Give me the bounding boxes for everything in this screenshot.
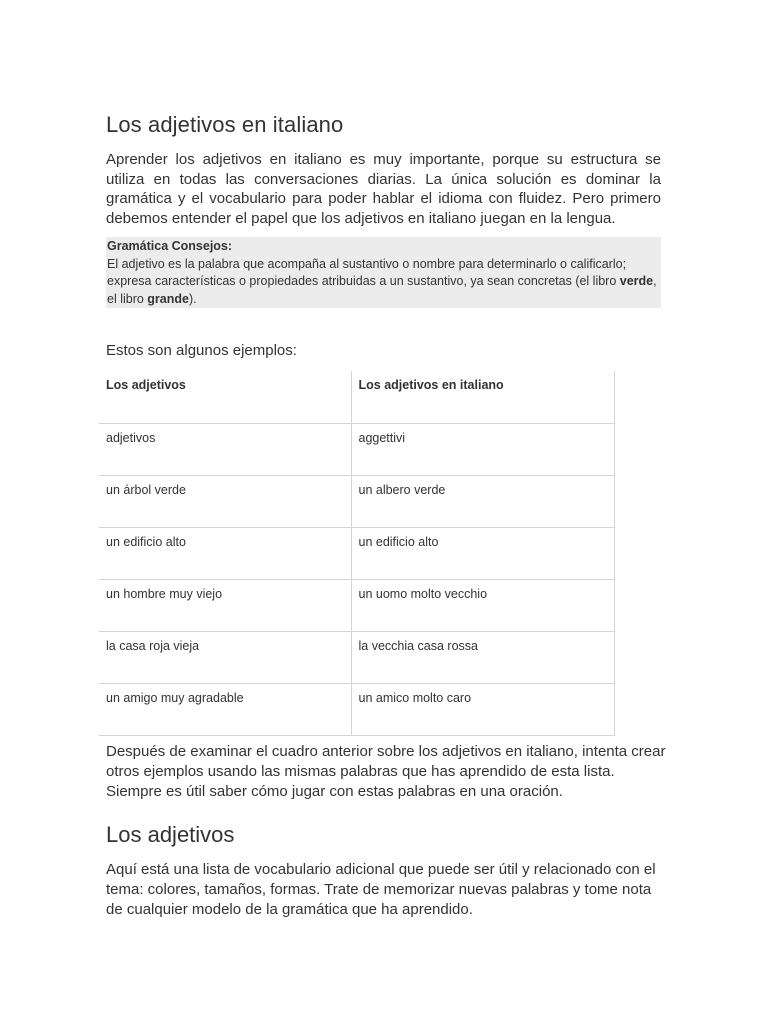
table-cell: un amigo muy agradable <box>99 683 351 735</box>
intro-paragraph: Aprender los adjetivos en italiano es muy importante, porque su estructura se utiliza en todas las conversaciones diarias. La única solución es dominar la gramática y el vocabulario para poder hablar el idioma con fluidez. Pero primero debemos entender el papel que los adjetivos en italiano juegan en la lengua. <box>106 151 661 227</box>
section-heading: Los adjetivos <box>106 822 235 847</box>
table-cell: un amico molto caro <box>351 683 614 735</box>
page-title: Los adjetivos en italiano <box>106 112 344 137</box>
examples-label: Estos son algunos ejemplos: <box>106 342 297 359</box>
table-row <box>99 475 614 527</box>
table-row <box>99 527 614 579</box>
table-cell: un árbol verde <box>99 475 351 527</box>
table-header: Los adjetivos <box>99 371 351 423</box>
table-row <box>99 423 614 475</box>
table-cell: adjetivos <box>99 423 351 475</box>
grammar-tip-text <box>107 257 657 306</box>
table-cell: un edificio alto <box>351 527 614 579</box>
table-cell: un edificio alto <box>99 527 351 579</box>
closing-paragraph: Aquí está una lista de vocabulario adicional que puede ser útil y relacionado con el tema: colores, tamaños, formas. Trate de memorizar nuevas palabras y tome nota de cualquier modelo de la gramática que ha aprendido. <box>106 861 656 918</box>
after-table-paragraph: Después de examinar el cuadro anterior sobre los adjetivos en italiano, intenta crear otros ejemplos usando las mismas palabras que has aprendido de esta lista. Siempre es útil saber cómo jugar con estas palabras en una oración. <box>106 743 666 800</box>
vocabulary-table <box>99 371 615 736</box>
table-row <box>99 631 614 683</box>
grammar-tip-box <box>106 237 661 308</box>
table-cell: la casa roja vieja <box>99 631 351 683</box>
table-row <box>99 683 614 735</box>
table-cell: aggettivi <box>351 423 614 475</box>
grammar-tip-title: Gramática Consejos: <box>107 239 233 253</box>
grammar-tip-text-part: El adjetivo es la palabra que acompaña al sustantivo o nombre para determinarlo o calificarlo; expresa características o propiedades atribuidas a un sustantivo, ya sean concretas (el libro <box>107 256 627 288</box>
table-cell: un uomo molto vecchio <box>351 579 614 631</box>
table-header-row <box>99 371 614 423</box>
table-cell: la vecchia casa rossa <box>351 631 614 683</box>
table-row <box>99 579 614 631</box>
table-header: Los adjetivos en italiano <box>351 371 614 423</box>
table-cell: un hombre muy viejo <box>99 579 351 631</box>
grammar-tip-bold-grande: grande <box>147 291 189 306</box>
grammar-tip-bold-verde: verde <box>619 274 654 288</box>
grammar-tip-text-part: ). <box>188 291 197 306</box>
grammar-tip-text-part: , el libro <box>107 274 657 306</box>
table-cell: un albero verde <box>351 475 614 527</box>
